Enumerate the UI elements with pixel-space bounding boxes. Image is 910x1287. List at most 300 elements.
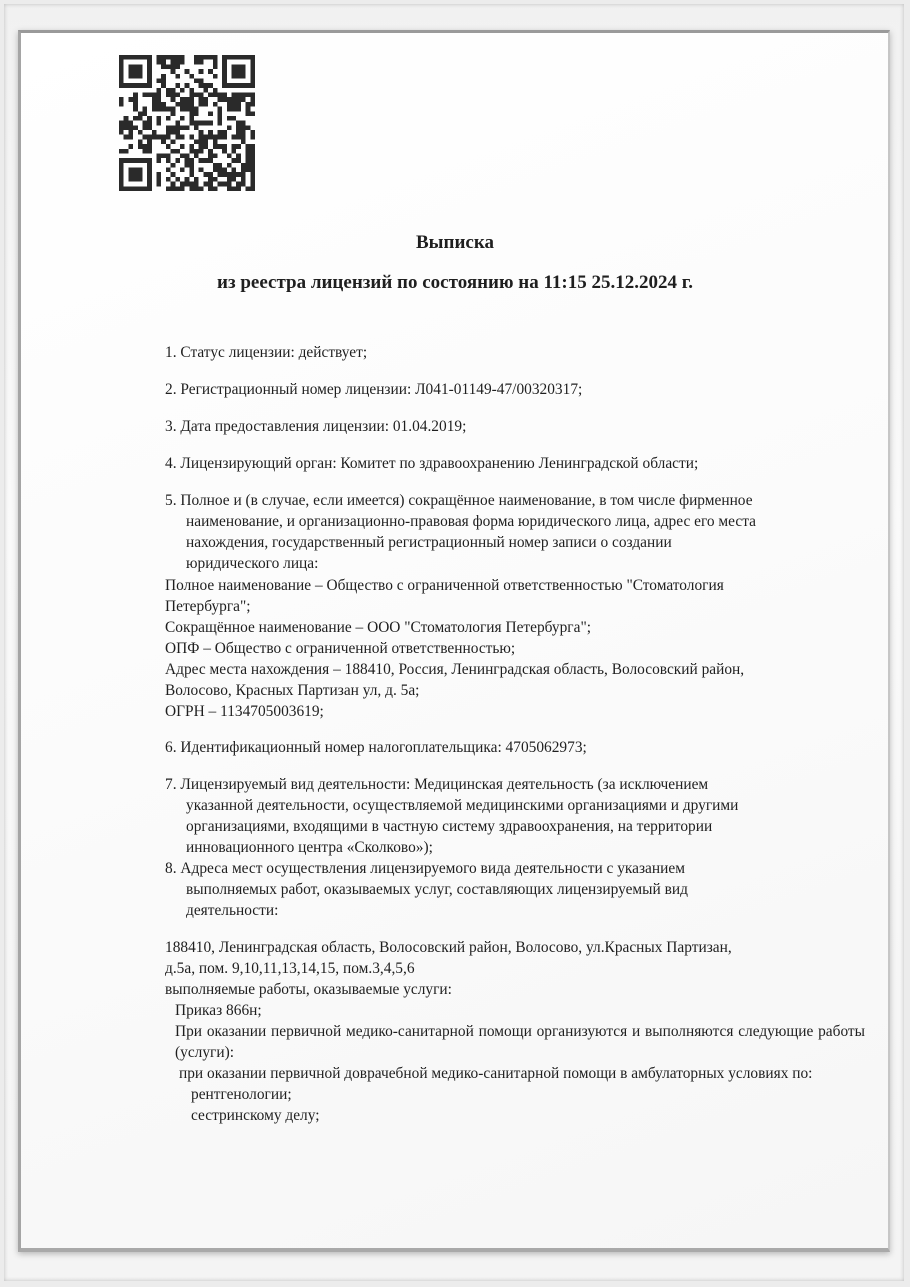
qr-module [217, 116, 222, 121]
qr-module [222, 144, 227, 149]
qr-module [147, 83, 152, 88]
qr-module [217, 107, 222, 112]
qr-module [175, 121, 180, 126]
qr-module [171, 149, 176, 154]
qr-module [147, 172, 152, 177]
qr-module [236, 64, 241, 69]
qr-module [147, 55, 152, 60]
qr-module [250, 93, 255, 98]
qr-module [222, 168, 227, 173]
qr-module [217, 168, 222, 173]
qr-module [189, 111, 194, 116]
qr-module [189, 88, 194, 93]
qr-module [147, 121, 152, 126]
qr-module [232, 83, 237, 88]
qr-module [180, 125, 185, 130]
qr-module [147, 163, 152, 168]
line: юридического лица: [186, 555, 319, 572]
qr-module [138, 74, 143, 79]
qr-module [152, 135, 157, 140]
qr-module [236, 153, 241, 158]
qr-module [152, 130, 157, 135]
qr-module [180, 116, 185, 121]
qr-module [199, 121, 204, 126]
qr-module [222, 182, 227, 187]
qr-module [180, 102, 185, 107]
qr-module [222, 83, 227, 88]
qr-module [199, 83, 204, 88]
qr-module [241, 172, 246, 177]
qr-module [236, 102, 241, 107]
qr-module [142, 121, 147, 126]
qr-module [147, 144, 152, 149]
qr-module [166, 144, 171, 149]
qr-module [250, 97, 255, 102]
qr-module [189, 186, 194, 191]
qr-module [213, 102, 218, 107]
qr-module [227, 172, 232, 177]
qr-module [138, 144, 143, 149]
qr-module [119, 149, 124, 154]
qr-module [199, 55, 204, 60]
item-authority: 4. Лицензирующий орган: Комитет по здравоохранению Ленинградской области; [165, 455, 699, 472]
qr-module [147, 139, 152, 144]
qr-module [133, 102, 138, 107]
qr-module [241, 168, 246, 173]
qr-module [246, 158, 251, 163]
qr-module [119, 69, 124, 74]
qr-module [250, 55, 255, 60]
qr-module [157, 88, 162, 93]
qr-module [157, 172, 162, 177]
qr-module [147, 125, 152, 130]
qr-module [222, 55, 227, 60]
qr-module [138, 69, 143, 74]
qr-module [133, 97, 138, 102]
qr-module [246, 55, 251, 60]
qr-module [217, 111, 222, 116]
qr-module [128, 144, 133, 149]
qr-module [175, 55, 180, 60]
qr-module [199, 139, 204, 144]
qr-module [199, 149, 204, 154]
line: 8. Адреса мест осуществления лицензируемого вида деятельности с указанием [165, 860, 685, 877]
qr-module [119, 158, 124, 163]
qr-module [166, 130, 171, 135]
qr-module [217, 144, 222, 149]
qr-module [171, 93, 176, 98]
qr-module [175, 64, 180, 69]
qr-module [194, 153, 199, 158]
qr-module [119, 172, 124, 177]
document-title: Выписка [416, 232, 494, 253]
qr-module [175, 60, 180, 65]
qr-module [124, 135, 129, 140]
qr-module [250, 60, 255, 65]
line: наименование, и организационно-правовая форма юридического лица, адрес его места [186, 513, 756, 530]
service-nursing: сестринскому делу; [191, 1107, 320, 1124]
item-reg-number: 2. Регистрационный номер лицензии: Л041-01149-47/00320317; [165, 381, 583, 398]
qr-module [241, 121, 246, 126]
qr-module [180, 60, 185, 65]
qr-module [124, 149, 129, 154]
pre-doctor-care-text: при оказании первичной доврачебной медико-санитарной помощи в амбулаторных условиях по: [179, 1065, 813, 1082]
qr-module [128, 177, 133, 182]
primary-care-text: При оказании первичной медико-санитарной помощи организуются и выполняются следующие работы (услуги): [175, 1023, 865, 1061]
qr-module [203, 88, 208, 93]
qr-module [147, 149, 152, 154]
qr-module [236, 107, 241, 112]
qr-module [208, 93, 213, 98]
qr-module [189, 97, 194, 102]
qr-code-icon [119, 55, 255, 191]
qr-module [236, 125, 241, 130]
qr-module [124, 55, 129, 60]
qr-module [157, 93, 162, 98]
qr-module [246, 153, 251, 158]
qr-module [250, 69, 255, 74]
qr-module [232, 168, 237, 173]
qr-module [185, 158, 190, 163]
qr-module [133, 168, 138, 173]
qr-module [124, 158, 129, 163]
qr-module [232, 177, 237, 182]
qr-module [185, 125, 190, 130]
qr-module [133, 177, 138, 182]
qr-module [142, 158, 147, 163]
qr-module [208, 172, 213, 177]
qr-module [246, 186, 251, 191]
qr-module [217, 130, 222, 135]
qr-module [119, 182, 124, 187]
qr-module [194, 93, 199, 98]
qr-module [157, 153, 162, 158]
qr-module [213, 55, 218, 60]
address-works [165, 937, 865, 1126]
qr-module [227, 182, 232, 187]
works-label: выполняемые работы, оказываемые услуги: [165, 981, 452, 998]
qr-module [166, 55, 171, 60]
qr-module [194, 149, 199, 154]
qr-module [138, 111, 143, 116]
qr-module [180, 88, 185, 93]
qr-module [236, 135, 241, 140]
qr-module [147, 158, 152, 163]
qr-module [138, 177, 143, 182]
qr-module [241, 83, 246, 88]
qr-module [241, 135, 246, 140]
qr-module [232, 144, 237, 149]
qr-module [180, 168, 185, 173]
item-date: 3. Дата предоставления лицензии: 01.04.2019; [165, 418, 467, 435]
qr-module [119, 102, 124, 107]
qr-module [203, 144, 208, 149]
qr-module [189, 144, 194, 149]
qr-module [241, 64, 246, 69]
qr-module [133, 172, 138, 177]
qr-module [138, 64, 143, 69]
qr-module [157, 102, 162, 107]
qr-module [222, 78, 227, 83]
qr-module [175, 158, 180, 163]
qr-module [250, 149, 255, 154]
qr-module [236, 182, 241, 187]
qr-module [246, 107, 251, 112]
qr-module [166, 116, 171, 121]
qr-module [208, 130, 213, 135]
qr-module [157, 158, 162, 163]
legal-form: ОПФ – Общество с ограниченной ответственностью; [165, 640, 516, 657]
qr-module [124, 186, 129, 191]
qr-module [157, 182, 162, 187]
qr-module [175, 83, 180, 88]
qr-module [189, 172, 194, 177]
qr-module [133, 55, 138, 60]
qr-module [128, 186, 133, 191]
qr-module [175, 177, 180, 182]
qr-module [180, 97, 185, 102]
qr-module [161, 74, 166, 79]
qr-module [227, 116, 232, 121]
qr-module [250, 78, 255, 83]
qr-module [232, 107, 237, 112]
qr-module [199, 158, 204, 163]
qr-module [175, 74, 180, 79]
qr-module [241, 125, 246, 130]
line: организациями, входящими в частную систему здравоохранения, на территории [186, 818, 713, 835]
qr-module [246, 149, 251, 154]
qr-module [171, 130, 176, 135]
qr-module [250, 102, 255, 107]
qr-module [161, 60, 166, 65]
qr-module [128, 172, 133, 177]
qr-module [213, 60, 218, 65]
qr-module [142, 135, 147, 140]
qr-module [189, 182, 194, 187]
qr-module [236, 186, 241, 191]
qr-module [199, 93, 204, 98]
qr-module [213, 168, 218, 173]
qr-module [152, 102, 157, 107]
qr-module [250, 168, 255, 173]
qr-module [217, 97, 222, 102]
qr-module [246, 111, 251, 116]
qr-module [203, 135, 208, 140]
qr-module [161, 55, 166, 60]
qr-module [213, 139, 218, 144]
qr-module [203, 121, 208, 126]
qr-module [133, 93, 138, 98]
line: нахождения, государственный регистрационный номер записи о создании [186, 534, 672, 551]
qr-module [166, 168, 171, 173]
qr-module [241, 55, 246, 60]
full-name-cont: Петербурга"; [165, 598, 251, 615]
qr-module [217, 172, 222, 177]
qr-module [222, 69, 227, 74]
qr-module [147, 116, 152, 121]
item-status: 1. Статус лицензии: действует; [165, 344, 368, 361]
qr-module [157, 97, 162, 102]
line: 7. Лицензируемый вид деятельности: Медицинская деятельность (за исключением [165, 776, 709, 793]
qr-module [250, 153, 255, 158]
qr-module [236, 158, 241, 163]
qr-module [213, 186, 218, 191]
qr-module [119, 83, 124, 88]
qr-module [236, 69, 241, 74]
qr-module [217, 135, 222, 140]
qr-module [161, 153, 166, 158]
qr-module [124, 121, 129, 126]
qr-module [241, 97, 246, 102]
qr-module [194, 78, 199, 83]
qr-module [213, 64, 218, 69]
qr-module [185, 177, 190, 182]
qr-module [175, 186, 180, 191]
item-names-header [165, 490, 756, 574]
qr-module [138, 168, 143, 173]
qr-module [128, 97, 133, 102]
qr-module [189, 168, 194, 173]
qr-module [133, 116, 138, 121]
qr-module [208, 83, 213, 88]
qr-module [199, 102, 204, 107]
order-ref: Приказ 866н; [175, 1002, 262, 1019]
qr-module [194, 121, 199, 126]
qr-module [128, 83, 133, 88]
qr-module [199, 130, 204, 135]
qr-module [213, 135, 218, 140]
qr-module [203, 172, 208, 177]
qr-module [142, 111, 147, 116]
qr-module [147, 177, 152, 182]
qr-module [133, 64, 138, 69]
qr-module [232, 172, 237, 177]
qr-module [227, 125, 232, 130]
qr-module [199, 168, 204, 173]
qr-module [208, 182, 213, 187]
line: деятельности: [186, 902, 279, 919]
qr-module [232, 97, 237, 102]
qr-module [147, 186, 152, 191]
qr-module [138, 172, 143, 177]
qr-module [180, 55, 185, 60]
qr-module [175, 102, 180, 107]
qr-module [142, 149, 147, 154]
qr-module [185, 102, 190, 107]
qr-module [241, 93, 246, 98]
qr-module [250, 163, 255, 168]
qr-module [227, 97, 232, 102]
qr-module [189, 121, 194, 126]
qr-module [124, 125, 129, 130]
qr-module [227, 153, 232, 158]
qr-module [250, 177, 255, 182]
qr-module [166, 93, 171, 98]
qr-module [250, 158, 255, 163]
qr-module [222, 130, 227, 135]
qr-module [208, 135, 213, 140]
qr-module [232, 149, 237, 154]
qr-module [189, 74, 194, 79]
qr-module [194, 107, 199, 112]
qr-module [180, 182, 185, 187]
qr-module [213, 74, 218, 79]
qr-module [250, 130, 255, 135]
qr-module [157, 135, 162, 140]
qr-module [138, 186, 143, 191]
work-address: 188410, Ленинградская область, Волосовский район, Волосово, ул.Красных Партизан, [165, 939, 732, 956]
qr-module [208, 177, 213, 182]
qr-module [175, 125, 180, 130]
qr-module [236, 55, 241, 60]
qr-module [199, 60, 204, 65]
qr-module [189, 93, 194, 98]
qr-module [157, 121, 162, 126]
qr-module [194, 182, 199, 187]
qr-module [180, 107, 185, 112]
qr-module [185, 107, 190, 112]
qr-module [152, 93, 157, 98]
qr-module [128, 135, 133, 140]
qr-module [133, 158, 138, 163]
qr-module [246, 102, 251, 107]
qr-module [166, 177, 171, 182]
qr-module [250, 182, 255, 187]
qr-module [208, 69, 213, 74]
qr-module [227, 107, 232, 112]
qr-module [236, 130, 241, 135]
qr-module [175, 130, 180, 135]
qr-module [119, 78, 124, 83]
qr-module [232, 102, 237, 107]
qr-module [203, 55, 208, 60]
qr-module [128, 130, 133, 135]
qr-module [213, 93, 218, 98]
qr-module [250, 111, 255, 116]
qr-module [250, 74, 255, 79]
qr-module [138, 116, 143, 121]
address: Адрес места нахождения – 188410, Россия, Ленинградская область, Волосовский район, [165, 661, 745, 678]
qr-module [232, 186, 237, 191]
qr-module [180, 153, 185, 158]
qr-module [138, 55, 143, 60]
qr-module [194, 177, 199, 182]
qr-module [199, 144, 204, 149]
qr-module [232, 116, 237, 121]
qr-module [142, 144, 147, 149]
qr-module [241, 163, 246, 168]
qr-module [166, 135, 171, 140]
qr-module [232, 158, 237, 163]
line: выполняемых работ, оказываемых услуг, составляющих лицензируемый вид [186, 881, 688, 898]
qr-module [194, 186, 199, 191]
qr-module [203, 83, 208, 88]
qr-module [119, 55, 124, 60]
qr-module [142, 83, 147, 88]
qr-module [250, 186, 255, 191]
qr-module [227, 102, 232, 107]
qr-module [222, 97, 227, 102]
qr-module [208, 153, 213, 158]
qr-module [161, 64, 166, 69]
line: 5. Полное и (в случае, если имеется) сокращённое наименование, в том числе фирменное [165, 492, 753, 509]
qr-module [185, 97, 190, 102]
address-cont: Волосово, Красных Партизан ул, д. 5а; [165, 682, 420, 699]
qr-module [236, 172, 241, 177]
qr-module [189, 149, 194, 154]
qr-module [133, 69, 138, 74]
qr-module [250, 64, 255, 69]
